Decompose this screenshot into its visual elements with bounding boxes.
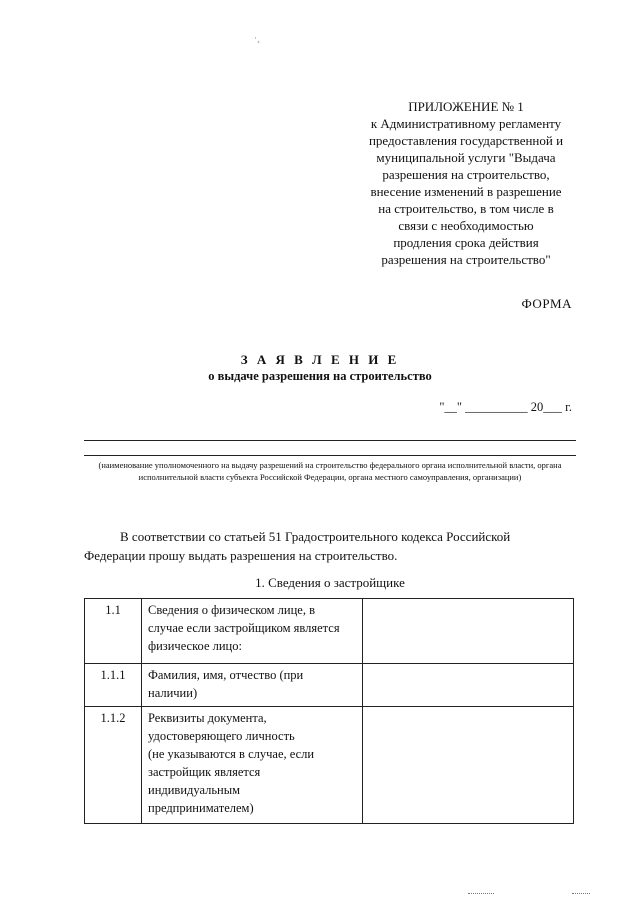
row-description [142, 707, 363, 824]
description-line: предпринимателем) [148, 801, 254, 815]
appendix-line: на строительство, в том числе в [378, 201, 554, 216]
description-line: застройщик является [148, 765, 261, 779]
appendix-line: ПРИЛОЖЕНИЕ № 1 [408, 99, 524, 114]
table-row [85, 707, 574, 824]
form-label: ФОРМА [521, 296, 572, 311]
appendix-line: продления срока действия [393, 235, 539, 250]
row-description [142, 599, 363, 664]
intro-paragraph [84, 527, 554, 565]
description-line: случае если застройщиком является [148, 621, 340, 635]
date-field: "__" __________ 20___ г. [439, 400, 572, 414]
scan-mark [468, 893, 494, 894]
row-value-cell[interactable] [363, 707, 574, 824]
scan-mark [572, 893, 590, 894]
appendix-line: муниципальной услуги "Выдача [376, 150, 556, 165]
table-row [85, 664, 574, 707]
appendix-line: предоставления государственной и [368, 133, 564, 148]
appendix-line: разрешения на строительство, [382, 167, 550, 182]
description-line: (не указываются в случае, если [148, 747, 315, 761]
appendix-line: внесение изменений в разрешение [370, 184, 562, 199]
appendix-block [356, 98, 576, 268]
authority-line [84, 455, 576, 456]
scan-mark: ·¸ [254, 33, 260, 43]
document-title: З А Я В Л Е Н И Е [240, 352, 400, 367]
intro-line: В соответствии со статьей 51 Градостроительного кодекса Российской [120, 529, 511, 544]
authority-caption: (наименование уполномоченного на выдачу разрешений на строительство федерального органа исполнительной власти, органа исполнительной власти субъекта Российской Федерации, органа местного самоуправления, организации) [98, 460, 562, 482]
description-line: удостоверяющего личность [148, 729, 295, 743]
row-value-cell[interactable] [363, 599, 574, 664]
row-description [142, 664, 363, 707]
document-subtitle: о выдаче разрешения на строительство [208, 369, 432, 383]
intro-line: Федерации прошу выдать разрешения на строительство. [84, 548, 398, 563]
description-line: индивидуальным [148, 783, 241, 797]
row-number: 1.1.1 [85, 664, 142, 707]
appendix-line: к Административному регламенту [370, 116, 562, 131]
table-row [85, 599, 574, 664]
description-line: Реквизиты документа, [148, 711, 267, 725]
applicant-table [84, 598, 574, 824]
row-number: 1.1 [85, 599, 142, 664]
row-value-cell[interactable] [363, 664, 574, 707]
appendix-line: связи с необходимостью [398, 218, 534, 233]
row-number: 1.1.2 [85, 707, 142, 824]
description-line: физическое лицо: [148, 639, 242, 653]
section-heading: 1. Сведения о застройщике [255, 575, 405, 590]
authority-line [84, 440, 576, 441]
description-line: Фамилия, имя, отчество (при [148, 668, 304, 682]
appendix-line: разрешения на строительство" [381, 252, 551, 267]
description-line: Сведения о физическом лице, в [148, 603, 315, 617]
description-line: наличии) [148, 686, 198, 700]
